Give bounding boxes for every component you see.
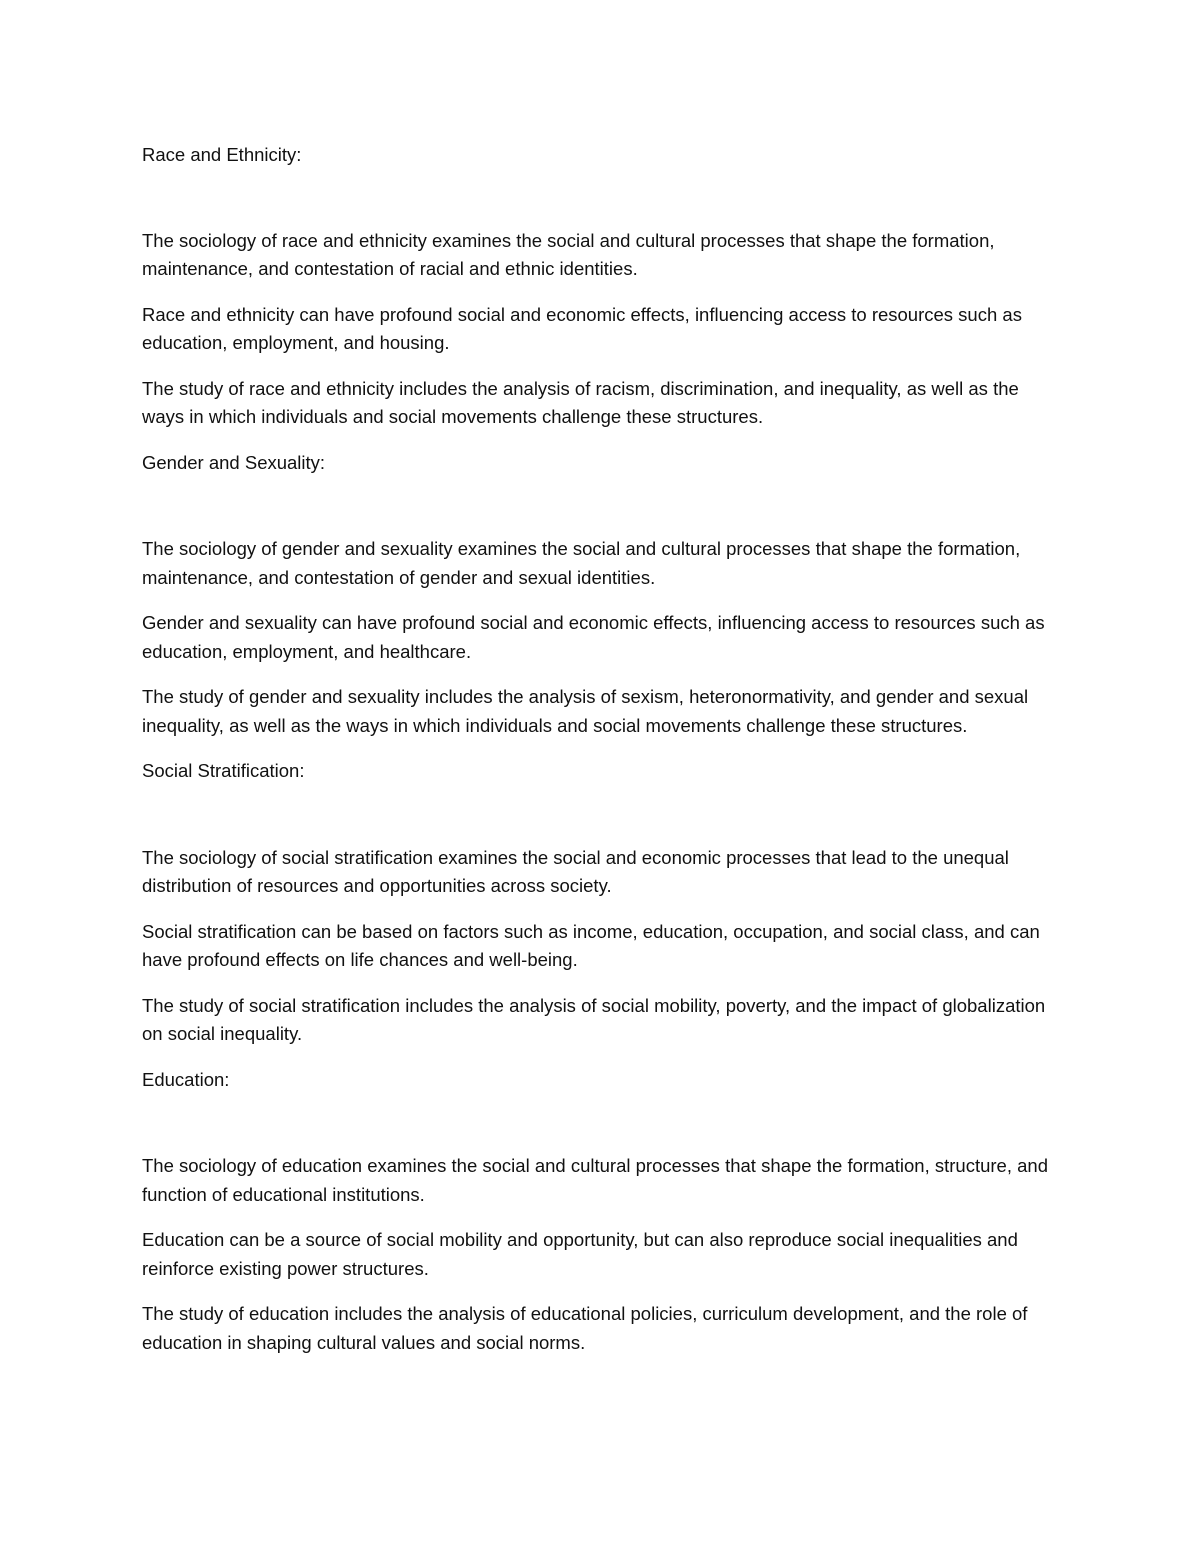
section-gender-and-sexuality <box>142 449 1062 741</box>
section-social-stratification <box>142 757 1062 1049</box>
section-heading: Gender and Sexuality: <box>142 451 326 473</box>
document-body <box>142 141 1062 1374</box>
paragraph: The sociology of race and ethnicity examines the social and cultural processes that shape the formation, maintenance, and contestation of racial and ethnic identities. <box>142 229 995 279</box>
section-education <box>142 1066 1062 1358</box>
paragraph: Social stratification can be based on factors such as income, education, occupation, and social class, and can have profound effects on life chances and well-being. <box>142 920 1040 970</box>
paragraph: The sociology of education examines the social and cultural processes that shape the formation, structure, and function of educational institutions. <box>142 1155 1048 1205</box>
paragraph: Race and ethnicity can have profound social and economic effects, influencing access to resources such as education, employment, and housing. <box>142 303 1022 353</box>
paragraph: Education can be a source of social mobility and opportunity, but can also reproduce social inequalities and reinforce existing power structures. <box>142 1229 1018 1279</box>
paragraph: The study of social stratification includes the analysis of social mobility, poverty, and the impact of globalization on social inequality. <box>142 994 1046 1044</box>
section-heading: Social Stratification: <box>142 760 305 781</box>
paragraph: The sociology of gender and sexuality examines the social and cultural processes that shape the formation, maintenance, and contestation of gender and sexual identities. <box>142 538 1021 588</box>
paragraph: The study of gender and sexuality includes the analysis of sexism, heteronormativity, and gender and sexual inequality, as well as the ways in which individuals and social movements challenge these structures. <box>142 686 1029 736</box>
paragraph: The sociology of social stratification examines the social and economic processes that lead to the unequal distribution of resources and opportunities across society. <box>142 846 1009 896</box>
paragraph: The study of race and ethnicity includes the analysis of racism, discrimination, and inequality, as well as the ways in which individuals and social movements challenge these structures. <box>142 377 1019 427</box>
section-heading: Education: <box>142 1068 230 1090</box>
section-heading: Race and Ethnicity: <box>142 144 302 165</box>
section-race-and-ethnicity <box>142 141 1062 432</box>
paragraph: Gender and sexuality can have profound social and economic effects, influencing access to resources such as education, employment, and healthcare. <box>142 612 1045 662</box>
paragraph: The study of education includes the analysis of educational policies, curriculum development, and the role of education in shaping cultural values and social norms. <box>142 1303 1028 1353</box>
